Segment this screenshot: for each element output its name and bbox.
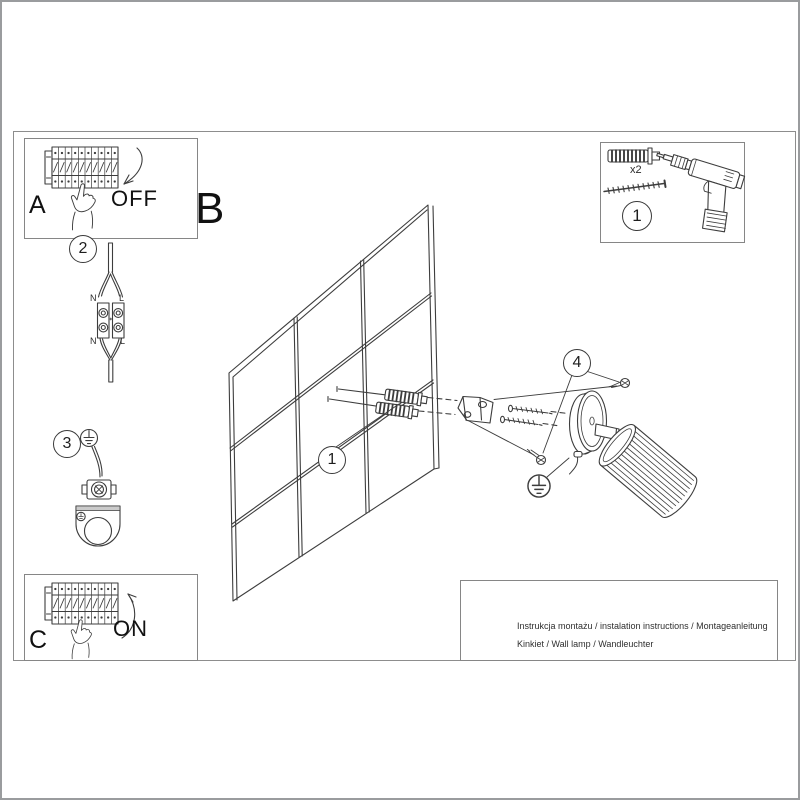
alignment-dashes [419,398,568,427]
panel-a-label: A [29,191,46,219]
footer-title-line2: Kinkiet / Wall lamp / Wandleuchter [517,639,654,649]
step-badge-kit: 1 [622,201,652,231]
earth-symbol-lamp-icon [528,458,569,497]
panel-c-state: ON [113,616,148,641]
wall-bracket-icon [458,397,493,424]
circuit-breaker-a-icon [45,147,118,188]
step-badge-ground: 3 [53,430,81,458]
wire-label-n-top: N [90,293,97,303]
hand-icon-c [71,620,91,659]
panel-a-state: OFF [111,186,158,211]
step-badge-wiring: 2 [69,235,97,263]
wiring-terminal-diagram [98,243,125,382]
plug-quantity-label: x2 [630,164,642,176]
section-b-label: B [195,184,225,233]
fixing-screw-icon [501,405,553,425]
hand-icon-a [71,184,95,230]
wire-label-n-bottom: N [90,336,97,346]
kit-screw-icon [604,181,666,194]
terminal-block-icon [82,480,116,499]
footer-title-line1: Instrukcja montażu / instalation instructions / Montageanleitung [517,621,768,631]
drill-icon [640,148,745,236]
step-badge-wall: 1 [318,446,346,474]
arrow-down-icon [124,148,142,184]
earth-symbol-icon [81,430,98,447]
step-badge-screws: 4 [563,349,591,377]
kit-wall-plug-icon [608,148,660,164]
wire-label-l-top: L [119,293,125,303]
wire-label-l-bottom: L [120,336,126,346]
panel-c-label: C [29,626,48,654]
ground-wire [92,447,102,478]
mounting-bracket-icon [76,506,120,546]
circuit-breaker-c-icon [45,583,118,624]
